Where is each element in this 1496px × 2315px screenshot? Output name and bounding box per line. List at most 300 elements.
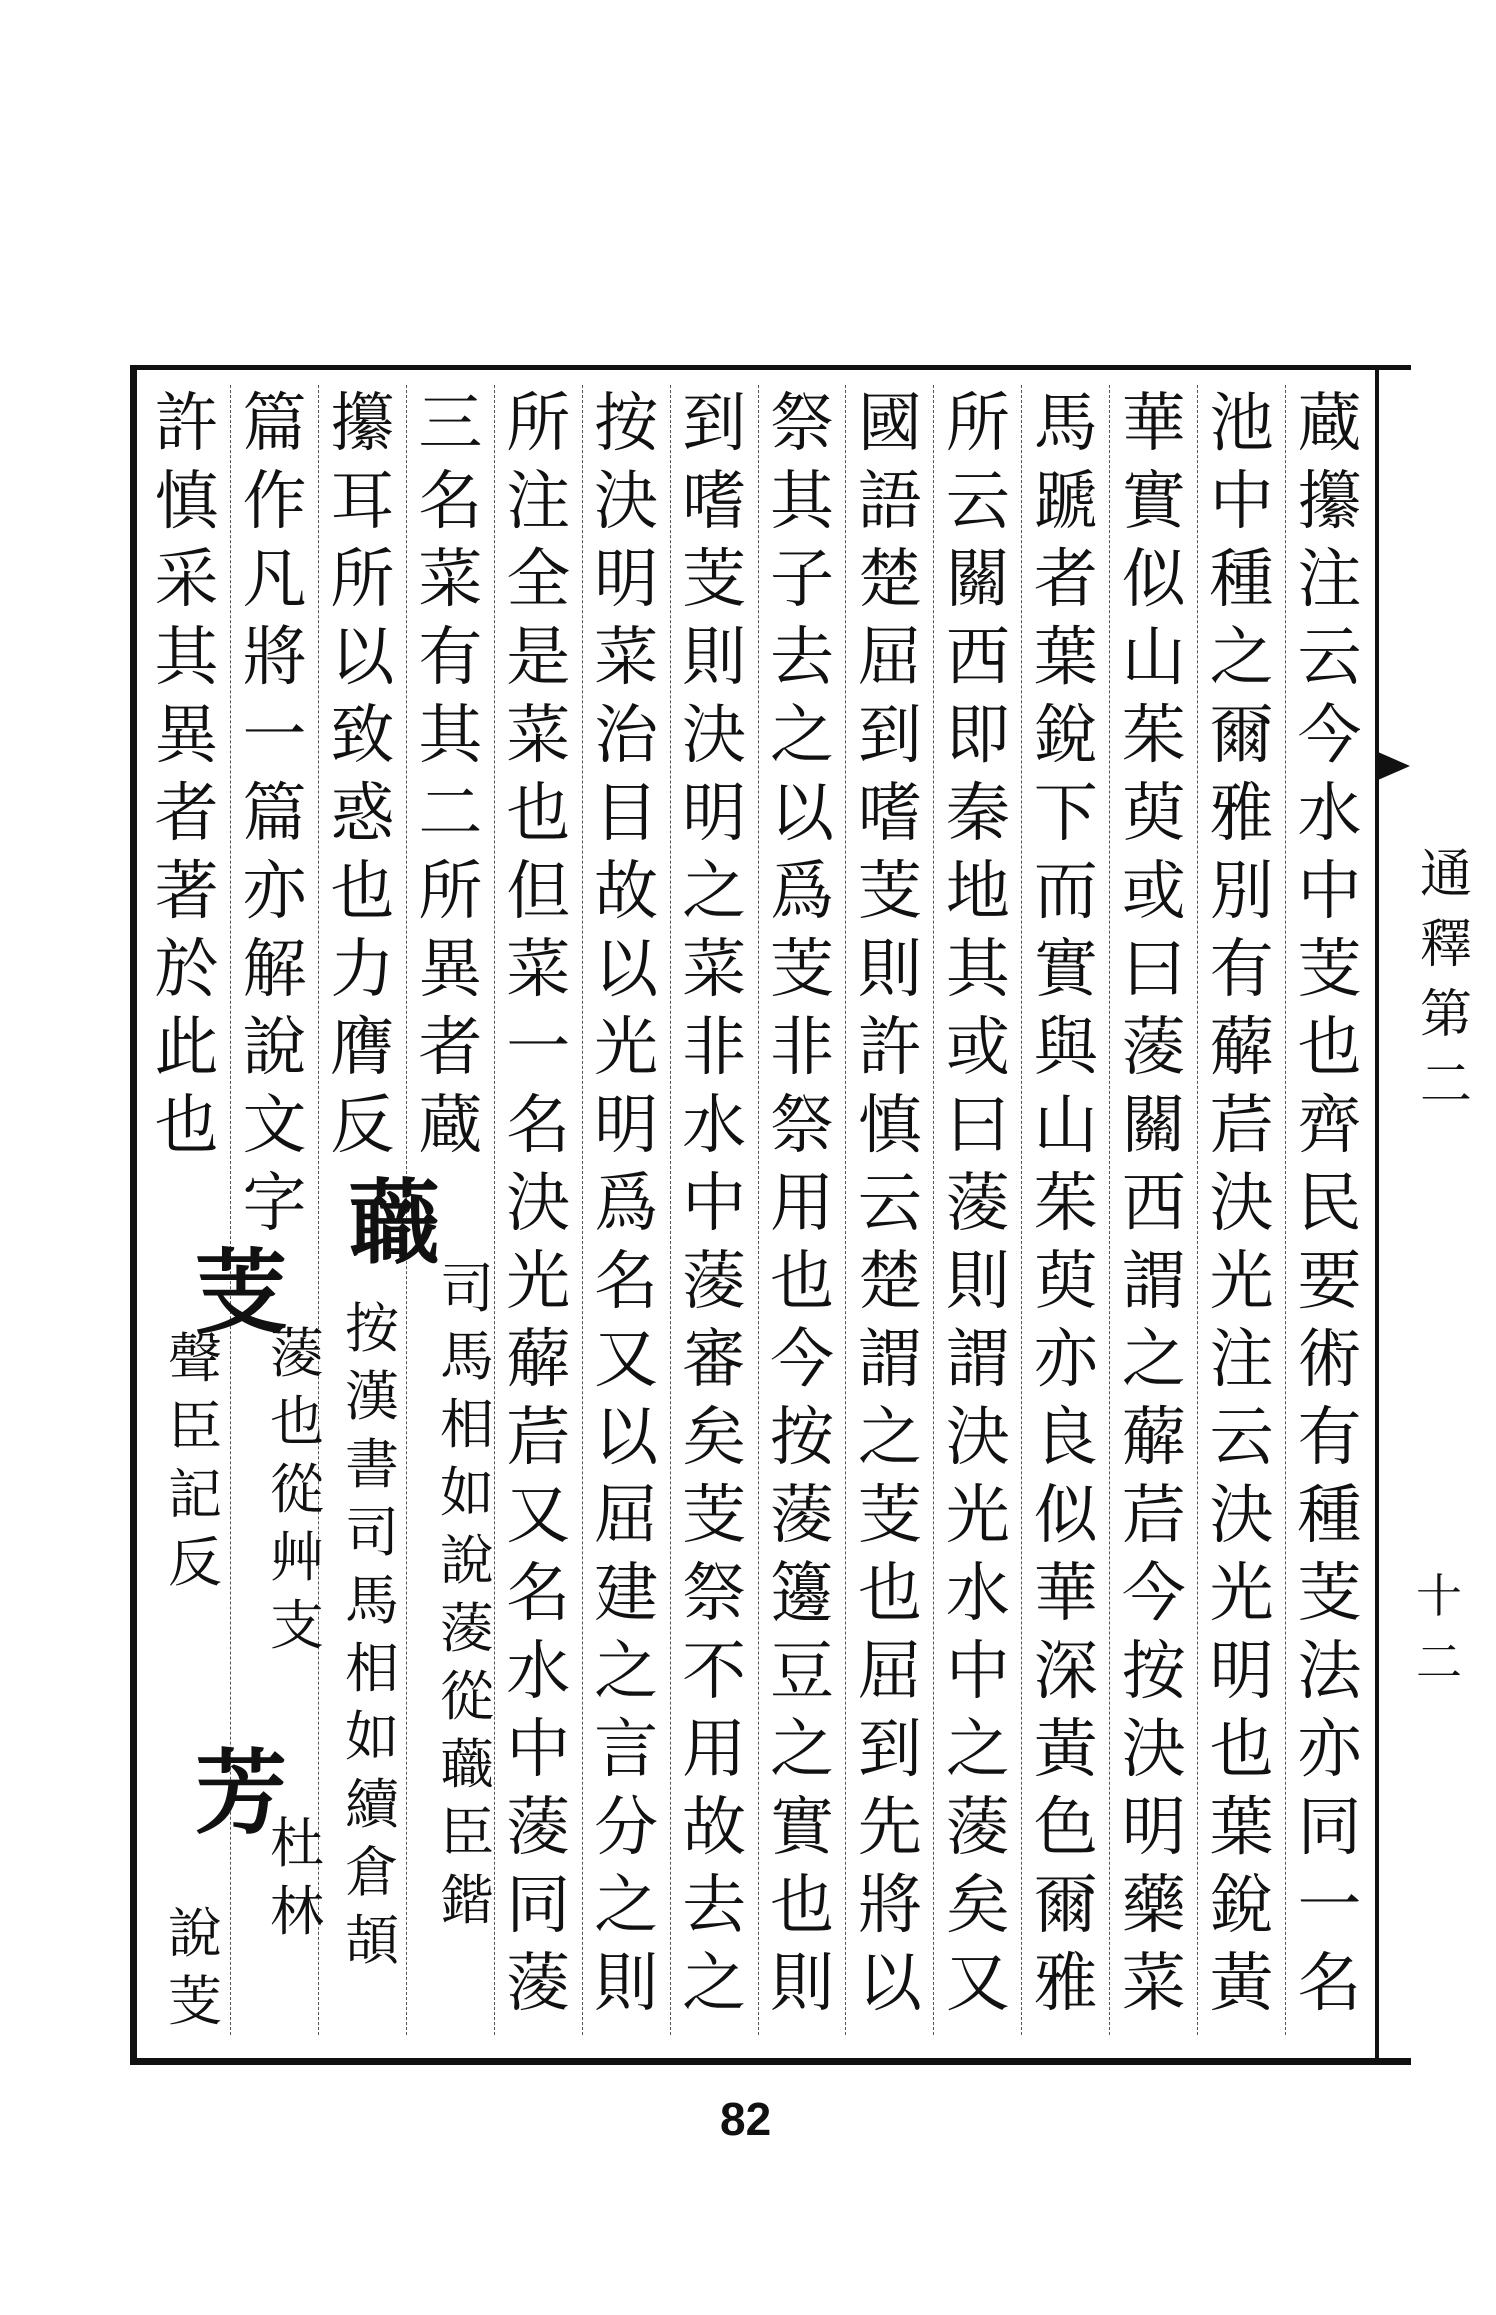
text-character: 治 (594, 699, 659, 773)
text-character: 力 (330, 933, 395, 1007)
text-character: 楚 (857, 543, 922, 617)
text-character: 異 (418, 933, 483, 1007)
text-character: 攥 (1297, 465, 1362, 539)
text-character: 也 (857, 1557, 922, 1631)
text-character: 似 (1033, 1479, 1098, 1553)
text-character: 楚 (857, 1245, 922, 1319)
text-character: 於 (154, 933, 219, 1007)
text-column (758, 385, 846, 2035)
text-character: 關 (1121, 1089, 1186, 1163)
text-character: 也 (1297, 1011, 1362, 1085)
text-character: 芰 (770, 933, 834, 1007)
text-character: 水 (682, 1089, 747, 1163)
text-character: 名 (418, 465, 483, 539)
annotation-character: 倉 (345, 1841, 399, 1904)
text-character: 之 (857, 1401, 922, 1475)
text-character: 二 (418, 777, 483, 851)
annotation-character: 反 (168, 1531, 222, 1594)
text-character: 決 (682, 699, 747, 773)
text-character: 云 (1209, 1401, 1274, 1475)
annotation-character: 也 (270, 1390, 324, 1453)
text-character: 菜 (506, 933, 571, 1007)
text-character: 也 (330, 855, 395, 929)
annotation-character: 如 (345, 1705, 399, 1768)
header-character: 通 (1419, 845, 1472, 905)
annotation-character: 馬 (440, 1325, 494, 1388)
text-character: 曰 (945, 1089, 1010, 1163)
annotation-character: 臣 (440, 1801, 494, 1864)
text-character: 分 (594, 1791, 659, 1865)
text-character: 芰 (1297, 933, 1362, 1007)
annotation-character: 記 (168, 1463, 222, 1526)
text-character: 之 (770, 699, 834, 773)
text-character: 藥 (1121, 1869, 1186, 1943)
text-character: 水 (945, 1557, 1010, 1631)
text-character: 實 (1121, 465, 1186, 539)
text-character: 則 (945, 1245, 1010, 1319)
text-character: 嗜 (857, 777, 922, 851)
text-character: 今 (1121, 1557, 1186, 1631)
text-character: 語 (857, 465, 922, 539)
annotation (440, 1255, 494, 1935)
text-character: 芰 (682, 1479, 747, 1553)
text-character: 光 (1209, 1557, 1274, 1631)
text-character: 攥 (330, 387, 395, 461)
text-character: 但 (506, 855, 571, 929)
text-character: 所 (506, 387, 571, 461)
text-character: 之 (1121, 1323, 1186, 1397)
annotation-character: 臣 (168, 1395, 222, 1458)
text-character: 良 (1033, 1401, 1098, 1475)
annotation-character: 芰 (168, 1970, 222, 2033)
text-character: 葉 (1209, 1791, 1274, 1865)
text-character: 蔆 (682, 1245, 747, 1319)
text-character: 篇 (242, 387, 307, 461)
text-character: 雅 (1209, 777, 1274, 851)
text-character: 中 (506, 1713, 571, 1787)
text-character: 黃 (1209, 1947, 1274, 2021)
annotation-character: 司 (345, 1501, 399, 1564)
text-character: 黃 (1033, 1713, 1098, 1787)
text-character: 許 (154, 387, 219, 461)
text-character: 水 (506, 1635, 571, 1709)
text-character: 亦 (242, 855, 307, 929)
text-character: 之 (682, 1947, 747, 2021)
text-column (1109, 385, 1197, 2035)
annotation-character: 相 (345, 1637, 399, 1700)
text-character: 明 (682, 777, 747, 851)
text-character: 明 (1209, 1635, 1274, 1709)
text-character: 三 (418, 387, 483, 461)
text-character: 耳 (330, 465, 395, 539)
text-character: 按 (770, 1401, 834, 1475)
text-character: 去 (770, 621, 834, 695)
annotation-character: 蔆 (270, 1322, 324, 1385)
text-character: 西 (1121, 1167, 1186, 1241)
text-character: 此 (154, 1011, 219, 1085)
fish-tail-mark (1378, 752, 1410, 780)
text-character: 之 (1209, 621, 1274, 695)
header-character: 第 (1419, 985, 1472, 1045)
text-character: 謂 (945, 1323, 1010, 1397)
text-character: 祭 (682, 1557, 747, 1631)
text-character: 薢 (506, 1323, 571, 1397)
text-character: 薢 (1209, 1011, 1274, 1085)
text-character: 其 (770, 465, 834, 539)
text-character: 下 (1033, 777, 1098, 851)
text-character: 又 (506, 1479, 571, 1553)
annotation-character: 從 (270, 1458, 324, 1521)
text-character: 即 (945, 699, 1010, 773)
text-character: 薢 (1121, 1401, 1186, 1475)
text-character: 國 (857, 387, 922, 461)
text-character: 菜 (682, 933, 747, 1007)
text-character: 決 (1209, 1479, 1274, 1553)
text-character: 則 (770, 1947, 834, 2021)
text-character: 名 (594, 1245, 659, 1319)
text-character: 之 (682, 855, 747, 929)
text-character: 按 (1121, 1635, 1186, 1709)
text-character: 亦 (1033, 1323, 1098, 1397)
seal-character: 芳 (195, 1739, 288, 1847)
text-character: 蔆 (1121, 1011, 1186, 1085)
text-character: 中 (1209, 465, 1274, 539)
text-character: 著 (154, 855, 219, 929)
text-character: 許 (857, 1011, 922, 1085)
text-character: 又 (594, 1323, 659, 1397)
annotation-character: 聲 (168, 1327, 222, 1390)
text-character: 馬 (1033, 387, 1098, 461)
text-character: 云 (945, 465, 1010, 539)
header-strip (1375, 365, 1411, 2065)
text-character: 謂 (1121, 1245, 1186, 1319)
text-character: 豆 (770, 1635, 834, 1709)
text-character: 屈 (857, 621, 922, 695)
text-character: 也 (1209, 1713, 1274, 1787)
text-character: 山 (1033, 1089, 1098, 1163)
text-character: 光 (1209, 1245, 1274, 1319)
text-character: 矣 (682, 1401, 747, 1475)
text-character: 名 (1297, 1947, 1362, 2021)
text-character: 有 (1209, 933, 1274, 1007)
page-number: 82 (720, 2093, 772, 2145)
text-character: 之 (945, 1713, 1010, 1787)
text-character: 銳 (1033, 699, 1098, 773)
text-character: 又 (945, 1947, 1010, 2021)
text-character: 也 (770, 1869, 834, 1943)
seal-character: 蘵 (348, 1169, 441, 1277)
text-character: 蔆 (506, 1947, 571, 2021)
text-character: 故 (682, 1791, 747, 1865)
text-column (1285, 385, 1373, 2035)
text-character: 注 (1297, 543, 1362, 617)
text-character: 非 (770, 1011, 834, 1085)
text-character: 謂 (857, 1323, 922, 1397)
text-character: 到 (857, 1713, 922, 1787)
text-character: 則 (857, 933, 922, 1007)
text-character: 或 (1121, 855, 1186, 929)
text-character: 全 (506, 543, 571, 617)
text-character: 子 (770, 543, 834, 617)
text-character: 菜 (506, 699, 571, 773)
text-column (933, 385, 1021, 2035)
text-character: 則 (594, 1947, 659, 2021)
text-character: 茩 (1121, 1479, 1186, 1553)
text-character: 目 (594, 777, 659, 851)
text-character: 萸 (1033, 1245, 1098, 1319)
text-character: 言 (594, 1713, 659, 1787)
text-character: 要 (1297, 1245, 1362, 1319)
text-character: 先 (857, 1791, 922, 1865)
text-character: 按 (594, 387, 659, 461)
text-character: 說 (242, 1011, 307, 1085)
text-column (1197, 385, 1285, 2035)
text-character: 有 (1297, 1401, 1362, 1475)
text-character: 云 (857, 1167, 922, 1241)
text-character: 術 (1297, 1323, 1362, 1397)
text-character: 將 (242, 621, 307, 695)
annotation (168, 1325, 222, 1597)
text-character: 今 (770, 1323, 834, 1397)
text-character: 芰 (682, 543, 747, 617)
text-column (582, 385, 670, 2035)
text-character: 蔆 (945, 1167, 1010, 1241)
text-character: 茩 (506, 1401, 571, 1475)
annotation-character: 杜 (270, 1812, 324, 1875)
text-character: 反 (330, 1089, 395, 1163)
text-character: 以 (330, 621, 395, 695)
text-character: 蔆 (945, 1791, 1010, 1865)
text-character: 異 (154, 699, 219, 773)
text-character: 去 (682, 1869, 747, 1943)
seal-character: 芰 (195, 1239, 288, 1347)
text-character: 明 (594, 1089, 659, 1163)
text-character: 決 (945, 1401, 1010, 1475)
text-character: 關 (945, 543, 1010, 617)
text-character: 中 (1297, 855, 1362, 929)
annotation-character: 說 (168, 1902, 222, 1965)
text-character: 華 (1033, 1557, 1098, 1631)
text-character: 籩 (770, 1557, 834, 1631)
text-character: 之 (594, 1869, 659, 1943)
text-character: 也 (154, 1089, 219, 1163)
text-character: 用 (770, 1167, 834, 1241)
annotation-character: 蘵 (440, 1733, 494, 1796)
text-character: 注 (506, 465, 571, 539)
text-character: 有 (418, 621, 483, 695)
text-character: 作 (242, 465, 307, 539)
text-character: 用 (682, 1713, 747, 1787)
text-character: 菜 (418, 543, 483, 617)
annotation (270, 1320, 324, 1660)
text-character: 爾 (1209, 699, 1274, 773)
header-character: 二 (1419, 1055, 1472, 1115)
text-character: 一 (506, 1011, 571, 1085)
text-character: 光 (594, 1011, 659, 1085)
text-character: 秦 (945, 777, 1010, 851)
text-character: 嗜 (682, 465, 747, 539)
text-character: 者 (154, 777, 219, 851)
text-character: 慎 (154, 465, 219, 539)
text-character: 非 (682, 1011, 747, 1085)
text-column (845, 385, 933, 2035)
text-character: 曰 (1121, 933, 1186, 1007)
text-character: 所 (945, 387, 1010, 461)
annotation (345, 1295, 399, 1975)
text-character: 則 (682, 621, 747, 695)
annotation-character: 司 (440, 1257, 494, 1320)
text-character: 建 (594, 1557, 659, 1631)
text-character: 茱 (1033, 1167, 1098, 1241)
text-character: 銳 (1209, 1869, 1274, 1943)
text-character: 致 (330, 699, 395, 773)
text-character: 中 (945, 1635, 1010, 1709)
annotation-character: 從 (440, 1665, 494, 1728)
text-character: 故 (594, 855, 659, 929)
text-character: 云 (1297, 621, 1362, 695)
text-character: 以 (594, 933, 659, 1007)
annotation-character: 書 (345, 1433, 399, 1496)
text-character: 深 (1033, 1635, 1098, 1709)
annotation-character: 蔆 (440, 1597, 494, 1660)
text-character: 同 (1297, 1791, 1362, 1865)
text-character: 其 (418, 699, 483, 773)
text-character: 法 (1297, 1635, 1362, 1709)
text-character: 民 (1297, 1167, 1362, 1241)
text-character: 不 (682, 1635, 747, 1709)
text-character: 所 (330, 543, 395, 617)
text-columns (143, 385, 1373, 2035)
text-character: 者 (1033, 543, 1098, 617)
text-character: 蔵 (1297, 387, 1362, 461)
text-column (670, 385, 758, 2035)
text-character: 爲 (770, 855, 834, 929)
annotation-character: 續 (345, 1773, 399, 1836)
text-character: 茱 (1121, 699, 1186, 773)
text-character: 名 (506, 1557, 571, 1631)
text-character: 種 (1297, 1479, 1362, 1553)
text-character: 以 (857, 1947, 922, 2021)
annotation (270, 1810, 324, 1946)
text-character: 者 (418, 1011, 483, 1085)
text-character: 齊 (1297, 1089, 1362, 1163)
text-character: 一 (242, 699, 307, 773)
text-character: 而 (1033, 855, 1098, 929)
text-character: 祭 (770, 1089, 834, 1163)
text-character: 爾 (1033, 1869, 1098, 1943)
text-character: 今 (1297, 699, 1362, 773)
annotation-character: 說 (440, 1529, 494, 1592)
text-character: 實 (1033, 933, 1098, 1007)
text-character: 亦 (1297, 1713, 1362, 1787)
text-character: 到 (682, 387, 747, 461)
text-character: 矣 (945, 1869, 1010, 1943)
text-character: 山 (1121, 621, 1186, 695)
text-character: 爲 (594, 1167, 659, 1241)
text-character: 屈 (594, 1479, 659, 1553)
text-character: 之 (770, 1713, 834, 1787)
text-character: 西 (945, 621, 1010, 695)
text-character: 菜 (1121, 1947, 1186, 2021)
text-character: 葉 (1033, 621, 1098, 695)
text-column (1021, 385, 1109, 2035)
text-character: 明 (594, 543, 659, 617)
annotation-character: 相 (440, 1393, 494, 1456)
text-character: 到 (857, 699, 922, 773)
text-character: 蔵 (418, 1089, 483, 1163)
text-character: 也 (506, 777, 571, 851)
text-character: 蔆 (770, 1479, 834, 1553)
text-character: 或 (945, 1011, 1010, 1085)
text-character: 名 (506, 1089, 571, 1163)
text-character: 膺 (330, 1011, 395, 1085)
text-character: 萸 (1121, 777, 1186, 851)
text-character: 審 (682, 1323, 747, 1397)
text-character: 華 (1121, 387, 1186, 461)
text-character: 將 (857, 1869, 922, 1943)
text-character: 以 (770, 777, 834, 851)
annotation-character: 支 (270, 1594, 324, 1657)
text-character: 其 (945, 933, 1010, 1007)
text-character: 光 (506, 1245, 571, 1319)
annotation-character: 如 (440, 1461, 494, 1524)
text-character: 屈 (857, 1635, 922, 1709)
annotation-character: 按 (345, 1297, 399, 1360)
text-character: 芰 (1297, 1557, 1362, 1631)
header-character: 釋 (1419, 915, 1472, 975)
text-character: 惑 (330, 777, 395, 851)
folio-number: 十二 (1416, 1569, 1462, 1689)
text-character: 別 (1209, 855, 1274, 929)
text-character: 以 (594, 1401, 659, 1475)
text-character: 篇 (242, 777, 307, 851)
text-character: 地 (945, 855, 1010, 929)
text-character: 字 (242, 1167, 307, 1241)
text-character: 芰 (857, 855, 922, 929)
text-character: 同 (506, 1869, 571, 1943)
text-character: 祭 (770, 387, 834, 461)
annotation-character: 馬 (345, 1569, 399, 1632)
text-character: 解 (242, 933, 307, 1007)
text-character: 與 (1033, 1011, 1098, 1085)
text-character: 決 (594, 465, 659, 539)
text-character: 采 (154, 543, 219, 617)
text-character: 光 (945, 1479, 1010, 1553)
text-character: 蹏 (1033, 465, 1098, 539)
text-character: 之 (594, 1635, 659, 1709)
annotation-character: 艸 (270, 1526, 324, 1589)
text-character: 其 (154, 621, 219, 695)
text-character: 也 (770, 1245, 834, 1319)
text-character: 明 (1121, 1791, 1186, 1865)
text-character: 凡 (242, 543, 307, 617)
text-character: 實 (770, 1791, 834, 1865)
text-character: 決 (1121, 1713, 1186, 1787)
text-character: 池 (1209, 387, 1274, 461)
text-character: 雅 (1033, 1947, 1098, 2021)
text-character: 慎 (857, 1089, 922, 1163)
annotation-character: 鍇 (440, 1869, 494, 1932)
text-character: 蔆 (506, 1791, 571, 1865)
text-character: 注 (1209, 1323, 1274, 1397)
text-character: 菜 (594, 621, 659, 695)
annotation-character: 林 (270, 1880, 324, 1943)
text-character: 文 (242, 1089, 307, 1163)
text-character: 水 (1297, 777, 1362, 851)
text-character: 中 (682, 1167, 747, 1241)
text-character: 芰 (857, 1479, 922, 1553)
text-character: 茩 (1209, 1089, 1274, 1163)
